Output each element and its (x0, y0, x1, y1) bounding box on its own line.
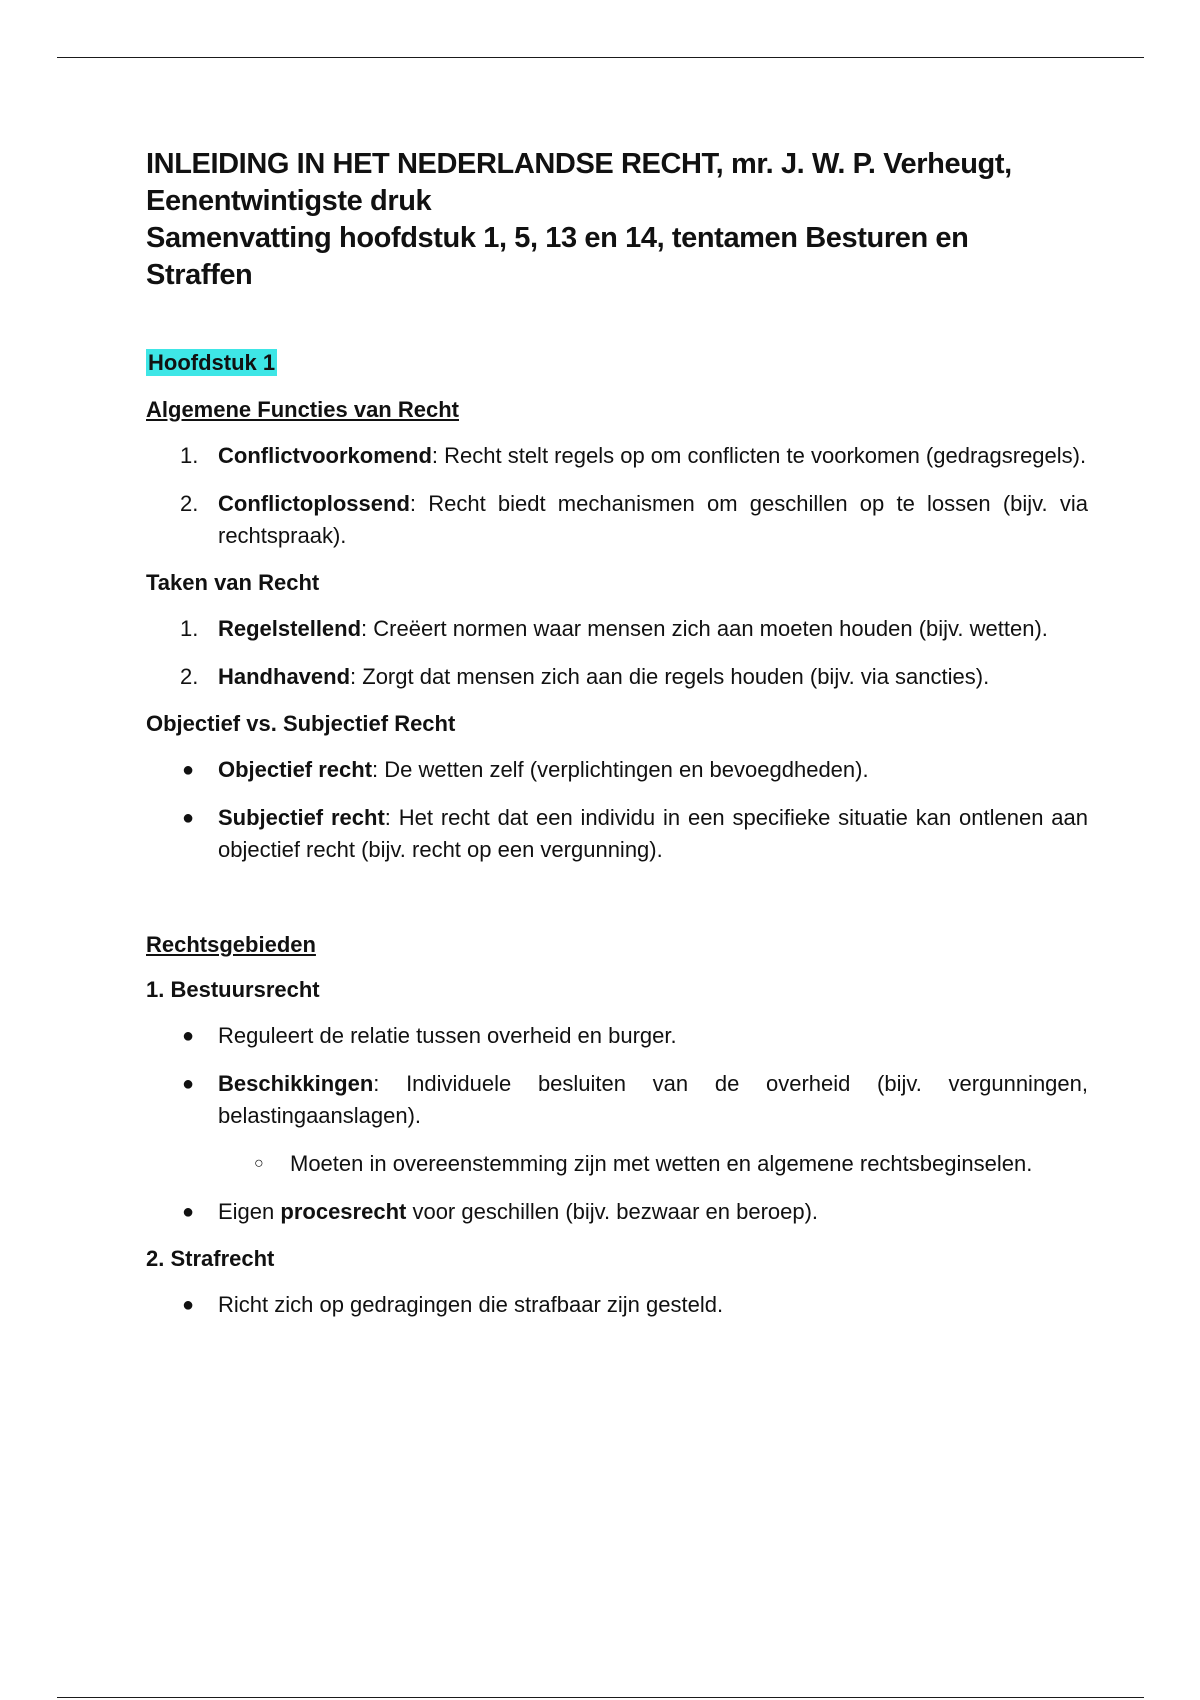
list-item (146, 1068, 1088, 1132)
section-heading-taken: Taken van Recht (146, 570, 320, 595)
list-number: 1. (180, 443, 199, 468)
definition: : Individuele besluiten van de overheid (bijv. vergunningen, belastingaanslagen). (218, 1071, 1088, 1128)
section-heading-objectief: Objectief vs. Subjectief Recht (146, 711, 456, 736)
term: Subjectief recht (218, 805, 385, 830)
sub-list-item (146, 1148, 1088, 1180)
definition: : Recht biedt mechanismen om geschillen op te lossen (bijv. via rechtspraak). (218, 491, 1088, 548)
top-rule (57, 57, 1144, 58)
bestuursrecht-list (146, 1020, 1088, 1228)
definition: : Recht stelt regels op om conflicten te voorkomen (gedragsregels). (431, 443, 1087, 468)
section-heading-functies: Algemene Functies van Recht (146, 397, 459, 422)
item-text: Richt zich op gedragingen die strafbaar zijn gesteld. (218, 1292, 724, 1317)
bullet-icon: ● (182, 759, 195, 781)
section-heading-rechtsgebieden: Rechtsgebieden (146, 932, 316, 957)
subsection-heading-strafrecht: 2. Strafrecht (146, 1246, 275, 1271)
hollow-bullet-icon: ○ (254, 1155, 264, 1172)
definition: : Zorgt dat mensen zich aan die regels houden (bijv. via sancties). (350, 664, 990, 689)
definition: : Het recht dat een individu in een specifieke situatie kan ontlenen aan objectief recht (bijv. recht op een vergunning). (218, 805, 1089, 862)
term: Objectief recht (218, 757, 373, 782)
chapter-heading (146, 350, 1088, 376)
title-line-1: INLEIDING IN HET NEDERLANDSE RECHT, mr. J. W. P. Verheugt, (146, 148, 1012, 180)
list-item (146, 802, 1088, 866)
document-title (146, 146, 1088, 294)
definition: : Creëert normen waar mensen zich aan moeten houden (bijv. wetten). (361, 616, 1048, 641)
list-item (146, 1196, 1088, 1228)
bullet-icon: ● (182, 807, 195, 829)
bullet-icon: ● (182, 1294, 195, 1316)
chapter-label: Hoofdstuk 1 (148, 350, 276, 375)
term: Conflictoplossend (218, 491, 410, 516)
term: Regelstellend (218, 616, 362, 641)
term: Conflictvoorkomend (218, 443, 432, 468)
definition: : De wetten zelf (verplichtingen en bevoegdheden). (372, 757, 869, 782)
title-line-3: Samenvatting hoofdstuk 1, 5, 13 en 14, tentamen Besturen en (146, 222, 969, 254)
term: procesrecht (280, 1199, 407, 1224)
item-text: Moeten in overeenstemming zijn met wetten en algemene rechtsbeginselen. (290, 1151, 1033, 1176)
objectief-list (146, 754, 1088, 866)
taken-list (146, 613, 1088, 693)
subsection-heading-bestuursrecht: 1. Bestuursrecht (146, 977, 320, 1002)
title-line-2: Eenentwintigste druk (146, 185, 432, 217)
list-item (146, 440, 1088, 472)
list-item (146, 1020, 1088, 1052)
functies-list (146, 440, 1088, 552)
list-item (146, 1289, 1088, 1321)
bullet-icon: ● (182, 1073, 195, 1095)
bullet-icon: ● (182, 1201, 195, 1223)
list-item (146, 661, 1088, 693)
strafrecht-list (146, 1289, 1088, 1321)
list-number: 2. (180, 664, 199, 689)
definition: voor geschillen (bijv. bezwaar en beroep). (406, 1199, 819, 1224)
list-item (146, 488, 1088, 552)
title-line-4: Straffen (146, 259, 253, 291)
term: Beschikkingen (218, 1071, 374, 1096)
list-item (146, 613, 1088, 645)
term: Handhavend (218, 664, 351, 689)
bullet-icon: ● (182, 1025, 195, 1047)
list-item (146, 754, 1088, 786)
list-number: 1. (180, 616, 199, 641)
document-body (146, 146, 1088, 1321)
item-text: Reguleert de relatie tussen overheid en burger. (218, 1023, 677, 1048)
item-prefix: Eigen (218, 1199, 281, 1224)
list-number: 2. (180, 491, 199, 516)
bottom-rule (57, 1697, 1144, 1698)
